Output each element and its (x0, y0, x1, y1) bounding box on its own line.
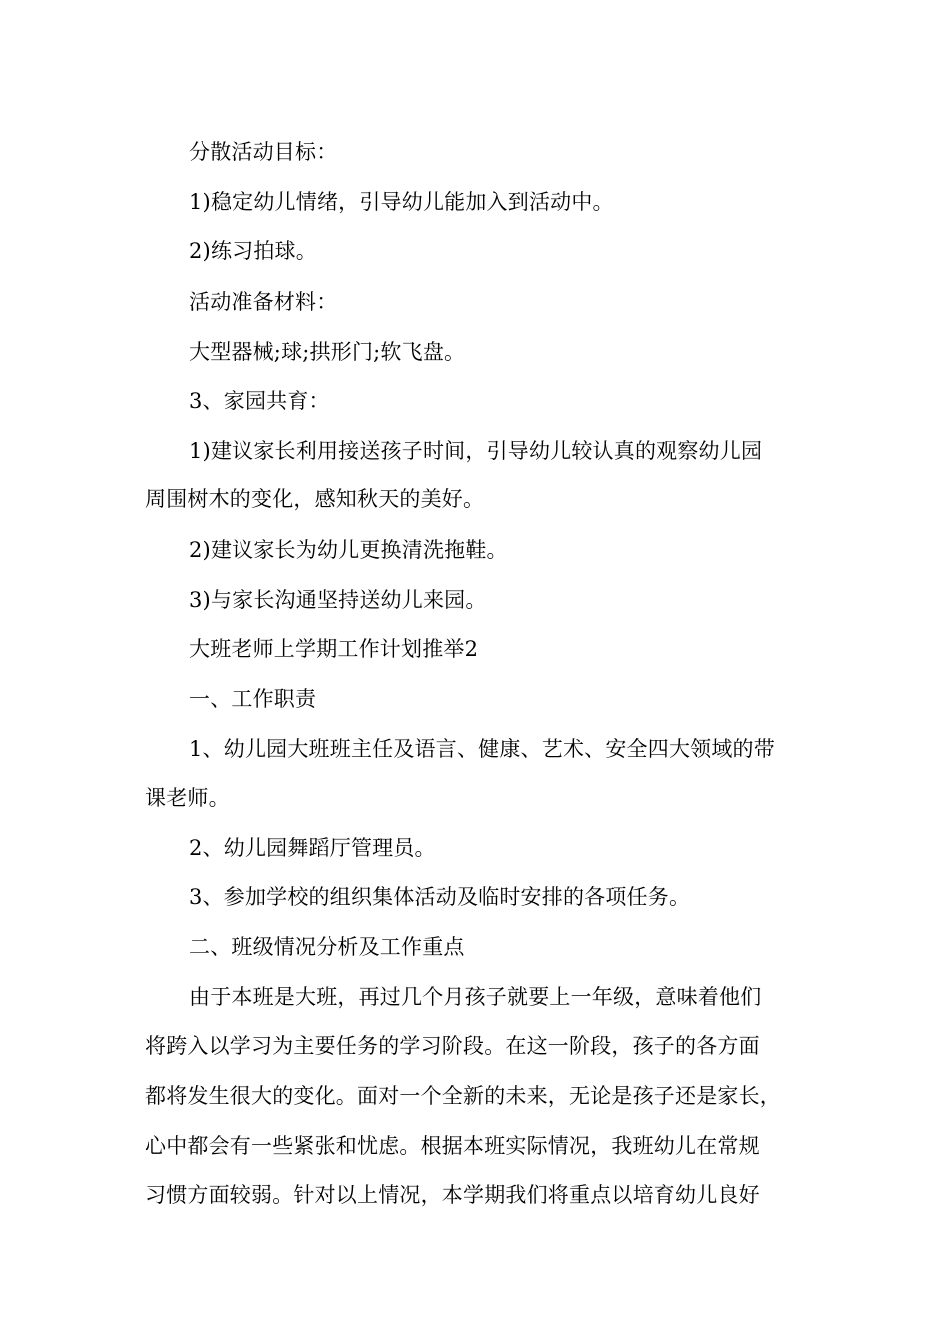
paragraph-heading: 活动准备材料： (189, 290, 338, 314)
paragraph-line: 2)建议家长为幼儿更换清洗拖鞋。 (189, 538, 508, 562)
paragraph-line: 1)稳定幼儿情绪，引导幼儿能加入到活动中。 (189, 190, 614, 214)
section-heading: 二、班级情况分析及工作重点 (189, 935, 465, 959)
paragraph-heading: 分散活动目标： (189, 140, 338, 164)
paragraph-line: 将跨入以学习为主要任务的学习阶段。在这一阶段，孩子的各方面 (145, 1034, 760, 1058)
paragraph-line: 课老师。 (145, 786, 230, 810)
paragraph-line: 习惯方面较弱。针对以上情况，本学期我们将重点以培育幼儿良好 (145, 1183, 760, 1207)
section-heading: 一、工作职责 (189, 687, 317, 711)
paragraph-line: 由于本班是大班，再过几个月孩子就要上一年级，意味着他们 (189, 985, 762, 1009)
paragraph-line: 都将发生很大的变化。面对一个全新的未来，无论是孩子还是家长， (145, 1084, 781, 1108)
paragraph-line: 3、参加学校的组织集体活动及临时安排的各项任务。 (189, 885, 691, 909)
paragraph-line: 2、幼儿园舞蹈厅管理员。 (189, 836, 436, 860)
paragraph-line: 周围树木的变化，感知秋天的美好。 (145, 487, 485, 511)
paragraph-line: 大型器械;球;拱形门;软飞盘。 (189, 340, 466, 364)
document-title: 大班老师上学期工作计划推举2 (189, 637, 479, 661)
paragraph-line: 1、幼儿园大班班主任及语言、健康、艺术、安全四大领域的带 (189, 737, 775, 761)
section-heading: 3、家园共育： (189, 389, 330, 413)
paragraph-line: 2)练习拍球。 (189, 239, 317, 263)
paragraph-line: 3)与家长沟通坚持送幼儿来园。 (189, 588, 487, 612)
paragraph-line: 1)建议家长利用接送孩子时间，引导幼儿较认真的观察幼儿园 (189, 439, 763, 463)
paragraph-line: 心中都会有一些紧张和忧虑。根据本班实际情况，我班幼儿在常规 (145, 1134, 760, 1158)
